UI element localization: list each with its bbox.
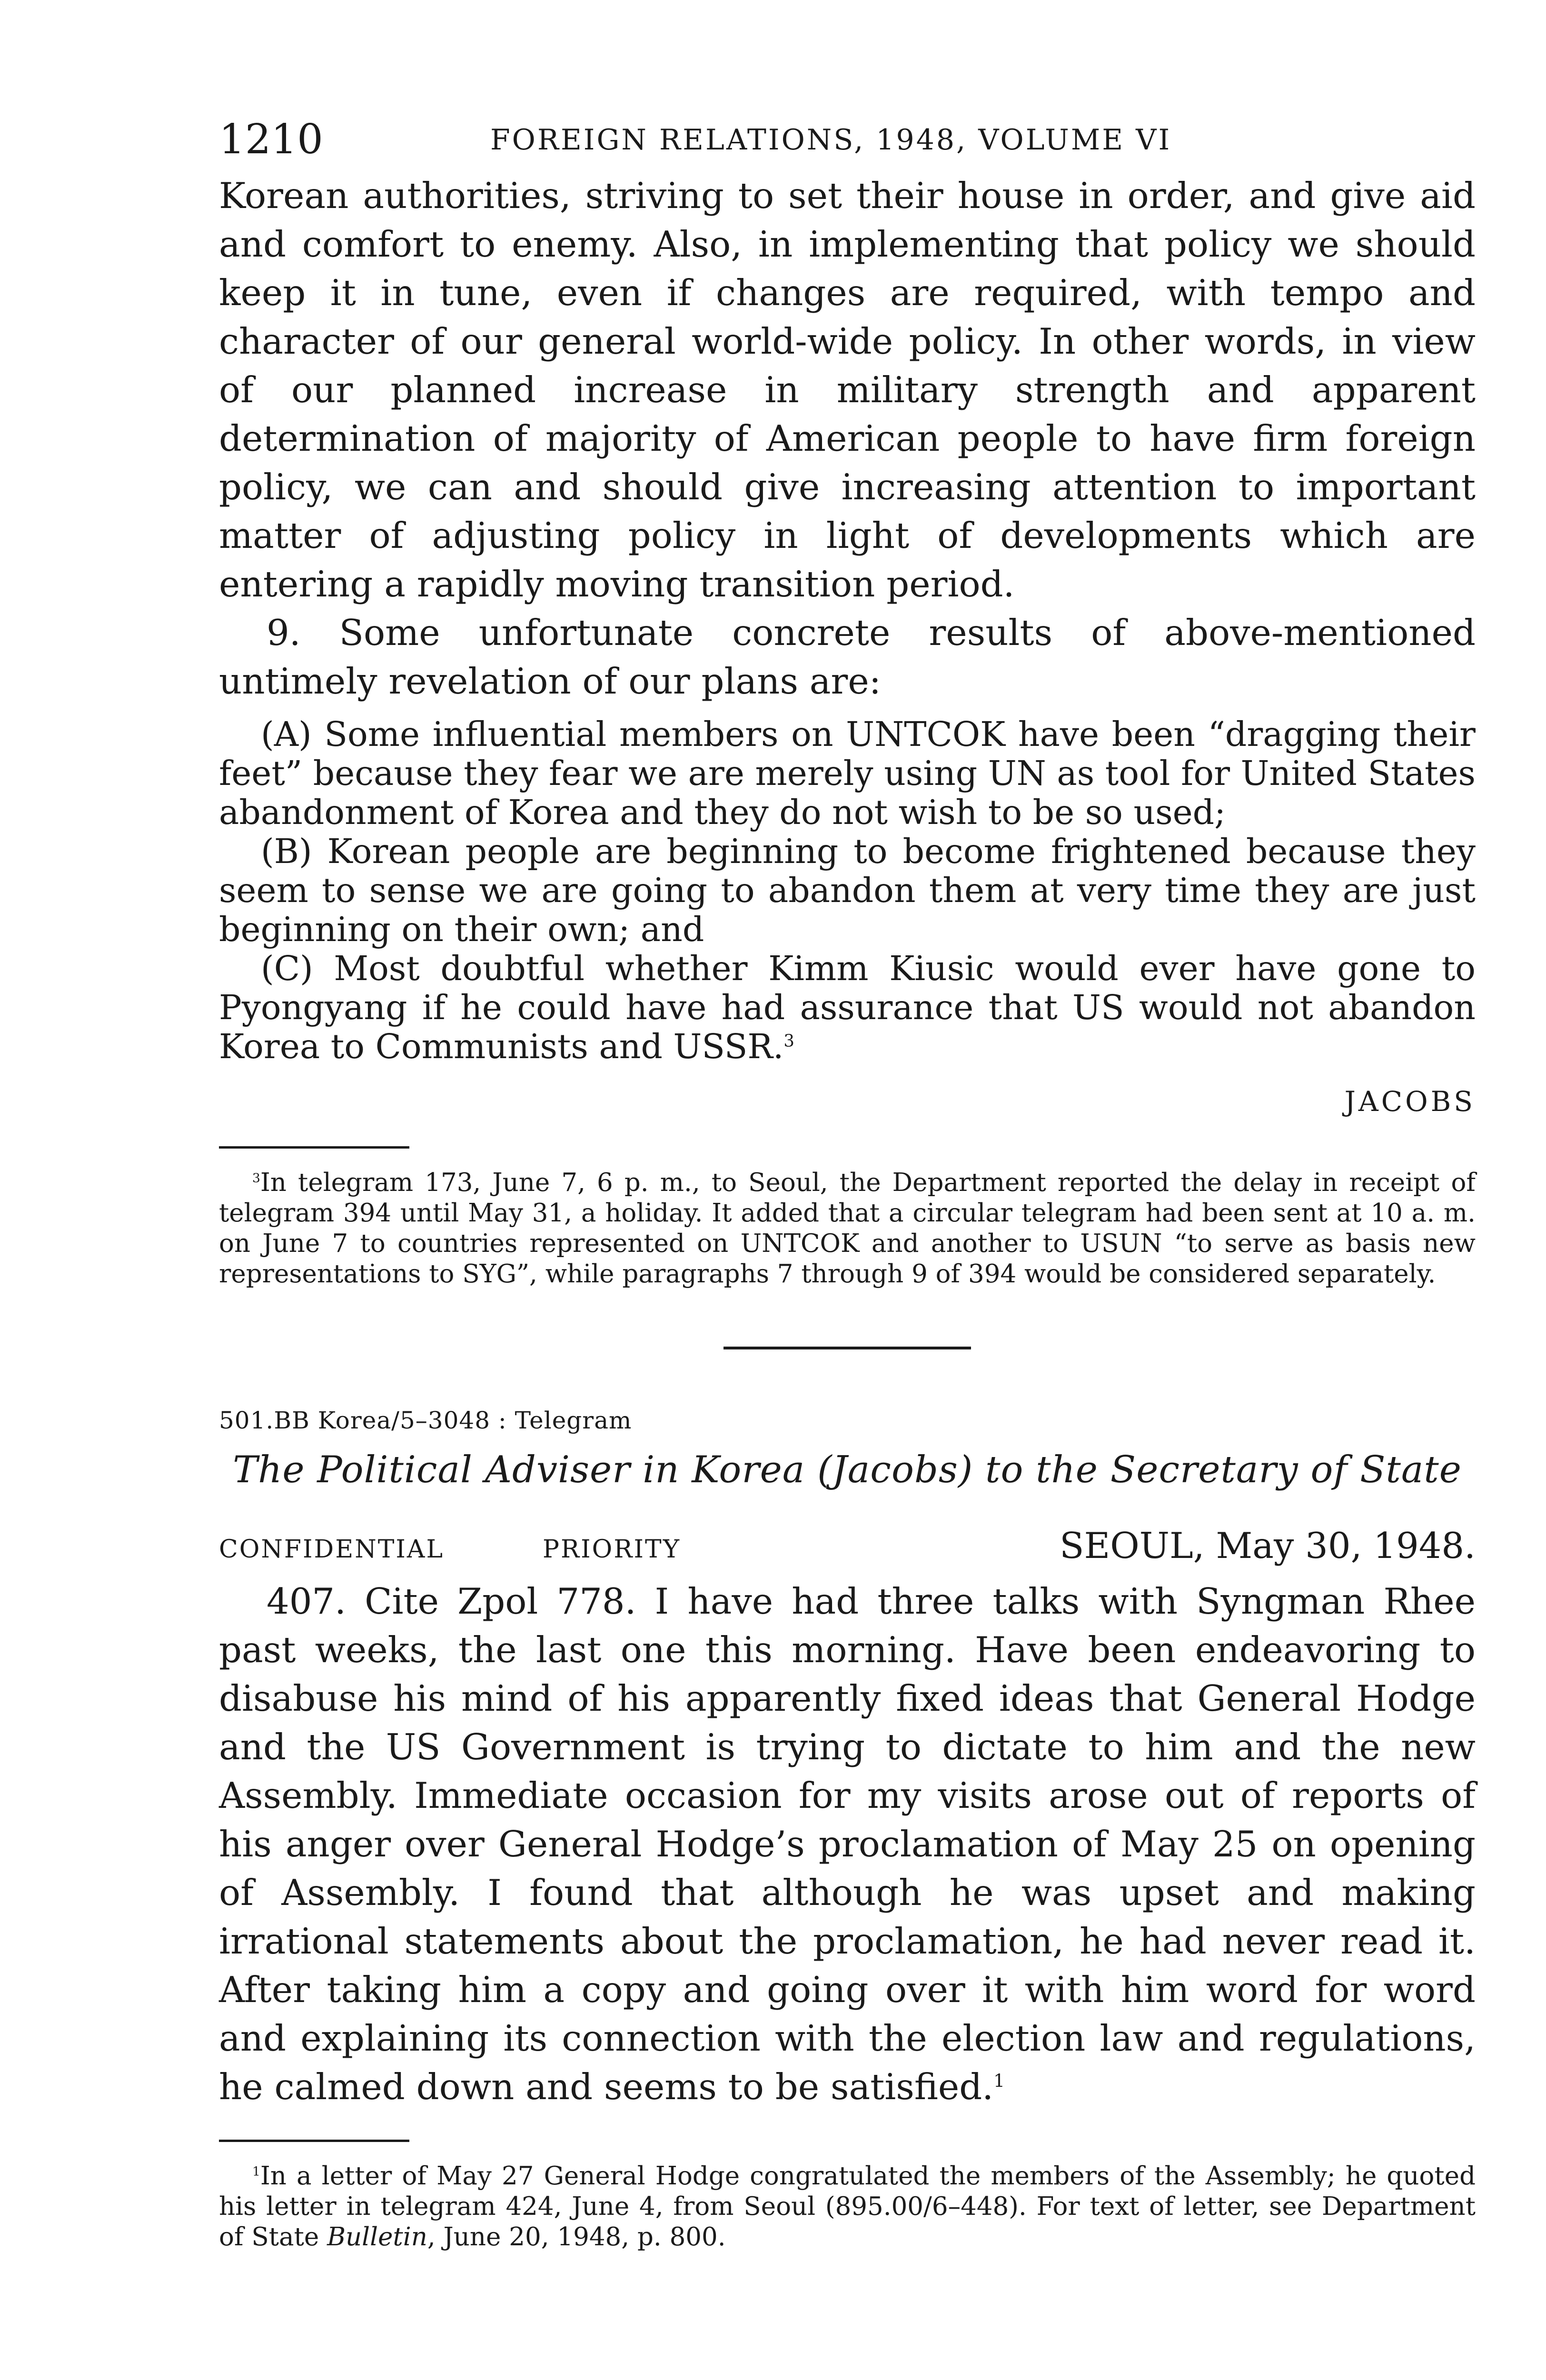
- footnote-text: In a letter of May 27 General Hodge congratulated the members of the Assembly; he quoted his letter in telegram 424, June 4, from Seoul (895.00/6–448). For text of letter, see Department of State: [219, 2162, 1476, 2251]
- classification-line: [219, 1525, 1476, 1577]
- document-page: [219, 116, 1476, 2252]
- footnote-1: [219, 2161, 1476, 2252]
- footnote-divider: [219, 2140, 409, 2142]
- footnote-divider: [219, 1146, 409, 1149]
- telegram-body: [219, 1577, 1476, 2111]
- priority-label: PRIORITY: [543, 1535, 681, 1564]
- telegram-body-text: 407. Cite Zpol 778. I have had three talks with Syngman Rhee past weeks, the last one this morning. Have been endeavoring to disabuse his mind of his apparently fixed ideas that General Hodge and the US Government is trying to dictate to him and the new Assembly. Immediate occasion for my visits arose out of reports of his anger over General Hodge’s proclamation of May 25 on opening of Assembly. I found that although he was upset and making irrational statements about the proclamation, he had never read it. After taking him a copy and going over it with him word for word and explaining its connection with the election law and regulations, he calmed down and seems to be satisfied.: [219, 1580, 1476, 2108]
- footnote-text: In telegram 173, June 7, 6 p. m., to Seoul, the Department reported the delay in receipt of telegram 394 until May 31, a holiday. It added that a circular telegram had been sent at 10 a. m. on June 7 to countries represented on UNTCOK and another to USUN “to serve as basis new representations to SYG”, while paragraphs 7 through 9 of 394 would be considered separately.: [219, 1168, 1476, 1289]
- footnote-ref: 1: [993, 2070, 1005, 2091]
- classification-label: CONFIDENTIAL: [219, 1535, 444, 1564]
- running-head: [219, 116, 1476, 171]
- list-item: (B) Korean people are beginning to become frightened because they seem to sense we are going to abandon them at very time they are just beginning on their own; and: [219, 832, 1476, 949]
- list-item: [219, 949, 1476, 1066]
- signature: JACOBS: [1344, 1085, 1476, 1118]
- footnote-marker: 3: [252, 1170, 260, 1186]
- footnote-italic-title: Bulletin: [327, 2222, 427, 2251]
- list-item: (A) Some influential members on UNTCOK have been “dragging their feet” because they fear we are merely using UN as tool for United States abandonment of Korea and they do not wish to be so used;: [219, 714, 1476, 832]
- section-divider: [723, 1347, 971, 1349]
- continued-paragraph: Korean authorities, striving to set their house in order, and give aid and comfort to enemy. Also, in implementing that policy we should keep it in tune, even if changes are required, with tempo and character of our general world-wide policy. In other words, in view of our planned increase in military strength and apparent determination of majority of American people to have firm foreign policy, we can and should give increasing attention to important matter of adjusting policy in light of developments which are entering a rapidly moving transition period.: [219, 175, 1476, 605]
- footnote-3: [219, 1168, 1476, 1289]
- list-item-text: (C) Most doubtful whether Kimm Kiusic would ever have gone to Pyongyang if he could have had assurance that US would not abandon Korea to Communists and USSR.: [219, 949, 1476, 1066]
- footnote-ref: 3: [783, 1031, 795, 1051]
- footnote-text-end: , June 20, 1948, p. 800.: [427, 2222, 726, 2251]
- consequence-list: [219, 715, 1476, 1066]
- file-reference: 501.BB Korea/5–3048 : Telegram: [219, 1407, 632, 1434]
- footnote-marker: 1: [252, 2164, 260, 2179]
- document-title: The Political Adviser in Korea (Jacobs) to the Secretary of State: [233, 1448, 1462, 1491]
- page-number: 1210: [219, 116, 323, 163]
- dateline: SEOUL, May 30, 1948.: [1060, 1525, 1476, 1567]
- running-title: FOREIGN RELATIONS, 1948, VOLUME VI: [490, 123, 1172, 157]
- paragraph-9: 9. Some unfortunate concrete results of above-mentioned untimely revelation of our plans are:: [219, 612, 1476, 702]
